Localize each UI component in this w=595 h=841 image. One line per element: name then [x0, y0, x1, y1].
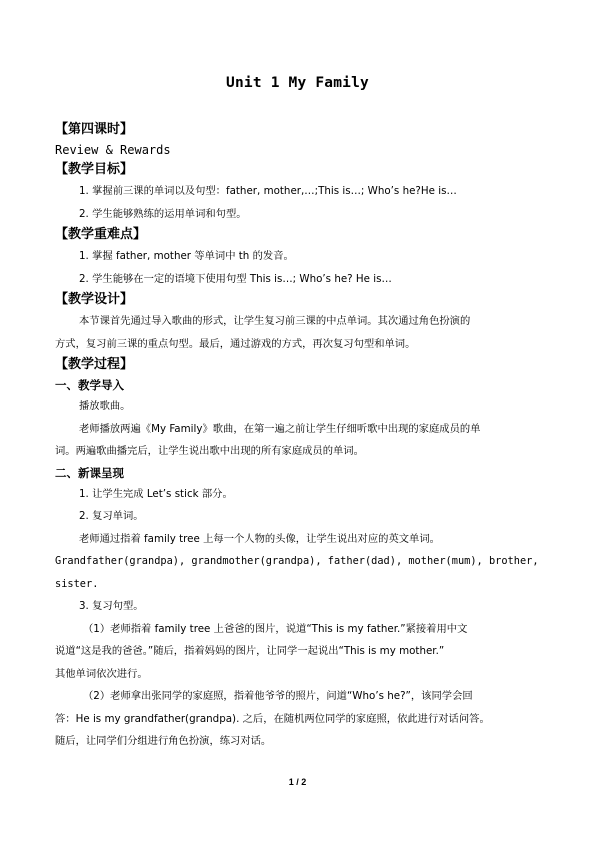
objective-item: 1. 掌握前三课的单词以及句型：father, mother,…;This is…; Who’s he?He is… [79, 185, 457, 197]
lesson-label: 【第四课时】 [55, 122, 134, 137]
new-lesson-line: 答：He is my grandfather(grandpa). 之后，在随机两位同学的家庭照，依此进行对话问答。 [55, 712, 490, 725]
key-point-item: 1. 掌握 father, mother 等单词中 th 的发音。 [79, 250, 294, 262]
new-lesson-line: （2）老师拿出张同学的家庭照，指着他爷爷的照片，问道“Who’s he?”，该同学会回 [83, 690, 473, 702]
new-lesson-line: 说道“这是我的爸爸。”随后，指着妈妈的图片，让同学一起说出“This is my mother.” [55, 645, 445, 657]
intro-heading: 一、教学导入 [55, 378, 124, 392]
document-body [55, 120, 545, 753]
design-heading: 【教学设计】 [55, 292, 134, 307]
page-title: Unit 1 My Family [226, 75, 369, 91]
intro-line: 播放歌曲。 [79, 400, 131, 412]
new-lesson-heading: 二、新课呈现 [55, 465, 124, 480]
new-lesson-line: 1. 让学生完成 Let’s stick 部分。 [79, 487, 233, 500]
intro-line: 老师播放两遍《My Family》歌曲，在第一遍之前让学生仔细听歌中出现的家庭成员的单 [79, 422, 481, 435]
design-paragraph-line: 本节课首先通过导入歌曲的形式，让学生复习前三课的中点单词。其次通过角色扮演的 [79, 315, 471, 327]
page-number: 1 / 2 [288, 777, 307, 787]
new-lesson-line: sister. [55, 577, 99, 590]
intro-line: 词。两遍歌曲播完后，让学生说出歌中出现的所有家庭成员的单词。 [55, 445, 364, 457]
new-lesson-line: 3. 复习句型。 [79, 600, 144, 612]
objectives-heading: 【教学目标】 [55, 162, 134, 177]
objective-item: 2. 学生能够熟练的运用单词和句型。 [79, 207, 247, 220]
new-lesson-line: Grandfather(grandpa), grandmother(grandpa), father(dad), mother(mum), brother, [55, 555, 539, 567]
process-heading: 【教学过程】 [55, 357, 134, 372]
new-lesson-line: 随后，让同学们分组进行角色扮演，练习对话。 [55, 735, 272, 747]
new-lesson-line: 老师通过指着 family tree 上每一个人物的头像，让学生说出对应的英文单词。 [79, 532, 440, 545]
key-points-heading: 【教学重难点】 [55, 227, 147, 242]
key-point-item: 2. 学生能够在一定的语境下使用句型 This is…; Who’s he? He is… [79, 272, 392, 285]
design-paragraph-line: 方式，复习前三课的重点句型。最后，通过游戏的方式，再次复习句型和单词。 [55, 337, 416, 350]
lesson-subtitle: Review & Rewards [55, 143, 171, 157]
new-lesson-line: 其他单词依次进行。 [55, 667, 148, 680]
new-lesson-line: 2. 复习单词。 [79, 510, 144, 522]
new-lesson-line: （1）老师指着 family tree 上爸爸的图片，说道“This is my father.”紧接着用中文 [83, 622, 468, 635]
